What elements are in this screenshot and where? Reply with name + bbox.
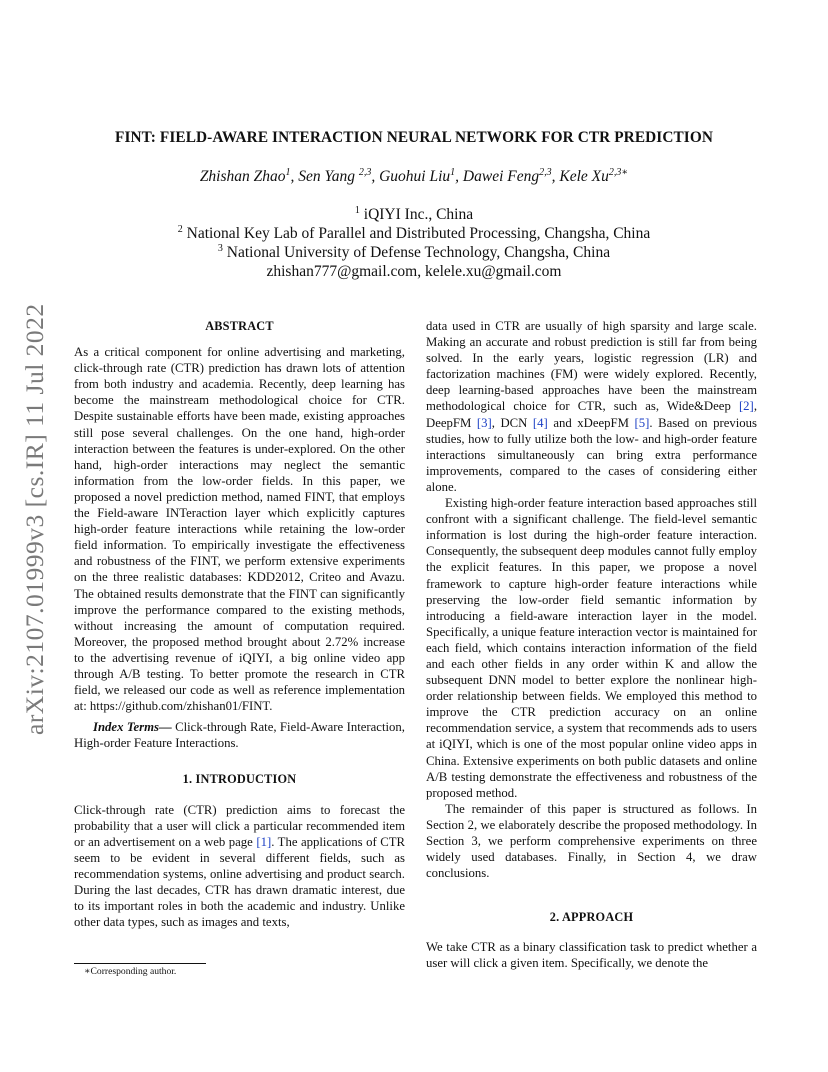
approach-paragraph: We take CTR as a binary classification task to predict whether a user will click a given item. Specifically, we denote the	[426, 940, 757, 971]
intro-paragraph: The remainder of this paper is structured as follows. In Section 2, we elaborately describe the proposed methodology. In Section 3, we perform comprehensive experiments on three widely used databases. Finally, in Section 4, we draw conclusions.	[426, 801, 757, 881]
affiliation: $^1$ iQIYI Inc., China	[354, 204, 474, 223]
citation-link[interactable]: [5]	[634, 415, 650, 430]
author-list	[0, 168, 828, 186]
footnote: ∗Corresponding author.	[84, 966, 177, 977]
citation-link[interactable]: [1]	[256, 834, 272, 849]
author: Zhishan Zhao$^1$,	[199, 166, 299, 185]
index-terms: Index Terms— Click-through Rate, Field-Aware Interaction, High-order Feature Interactions.	[74, 720, 405, 751]
right-column	[426, 318, 757, 972]
abstract-heading: ABSTRACT	[205, 319, 274, 333]
intro-paragraph: Click-through rate (CTR) prediction aims to forecast the probability that a user will click a particular recommended item or an advertisement on a web page [1]. The applications of CTR seem to be evident in several different fields, such as recommendation systems, online advertising and product search. During the last decades, CTR has drawn dramatic interest, due to its important roles in both the academic and industry. Unlike other data types, such as images and texts,	[74, 802, 405, 930]
approach-heading: 2. APPROACH	[549, 910, 634, 925]
author: Sen Yang $^{2,3}$,	[298, 166, 380, 185]
intro-paragraph: Existing high-order feature interaction based approaches still confront with a significant challenge. The field-level semantic information is lost during the high-order feature interaction. Consequently, the subsequent deep modules cannot fully employ the explicit features. In this paper, we propose a novel framework to capture high-order feature interactions while preserving the low-order field semantic information by introducing a field-aware interaction layer in the model. Specifically, a unique feature interaction vector is maintained for each field, which contains interaction information of the field and each other fields in any order within K and allow the subsequent DNN model to better explore the nonlinear high-order relationship between fields. We employed this method to improve the CTR prediction accuracy on an online recommendation service, a system that recommends ads to users at iQIYI, which is one of the most popular online video apps in China. Extensive experiments on both public datasets and online A/B testing demonstrate the effectiveness and robustness of the proposed method.	[426, 496, 757, 800]
author: Kele $Xu^{2,3∗}$	[559, 166, 629, 185]
footnote-rule	[74, 963, 206, 964]
paper-title: FINT: FIELD-AWARE INTERACTION NEURAL NETWORK FOR CTR PREDICTION	[115, 129, 713, 146]
affiliation: $^3$ National University of Defense Technology, Changsha, China	[217, 242, 611, 261]
intro-paragraph-continued: data used in CTR are usually of high sparsity and large scale. Making an accurate and robust prediction is still far from being solved. In the early years, logistic regression (LR) and factorization machines (FM) were widely explored. Recently, deep learning-based approaches have been the mainstream methodological choice for CTR, such as, Wide&Deep [2], DeepFM [3], DCN [4] and xDeepFM [5]. Based on previous studies, how to fully utilize both the low- and high-order feature interactions simultaneously can bring extra performance improvements, compared to the cases of considering either alone.	[426, 319, 757, 494]
citation-link[interactable]: [4]	[532, 415, 548, 430]
citation-link[interactable]: [3]	[476, 415, 492, 430]
author: Dawei Feng$^{2,3}$,	[462, 166, 560, 185]
citation-link[interactable]: [2]	[738, 399, 754, 414]
affiliation: $^2$ National Key Lab of Parallel and Distributed Processing, Changsha, China	[177, 223, 651, 242]
author: Guohui Liu$^1$,	[379, 166, 463, 185]
abstract-text: As a critical component for online advertising and marketing, click-through rate (CTR) prediction has drawn lots of attention from both industry and academia. Recently, deep learning has become the mainstream methodological choice for CTR. Despite sustainable efforts have been made, existing approaches still pose several challenges. On the one hand, high-order interaction between the features is under-explored. On the other hand, high-order interactions may neglect the semantic information from the low-order fields. In this paper, we proposed a novel prediction method, named FINT, that employs the Field-aware INTeraction layer which explicitly captures high-order feature interactions while retaining the low-order field information. To empirically investigate the effectiveness and robustness of the FINT, we perform extensive experiments on the three realistic databases: KDD2012, Criteo and Avazu. The obtained results demonstrate that the FINT can significantly improve the performance compared to the existing methods, without increasing the amount of computation required. Moreover, the proposed method brought about 2.72% increase to the advertising revenue of iQIYI, a big online video app through A/B testing. To better promote the research in CTR field, we released our code as well as reference implementation at: https://github.com/zhishan01/FINT.	[74, 345, 405, 714]
author-emails: zhishan777@gmail.com, kelele.xu@gmail.com	[266, 263, 562, 280]
intro-heading: 1. INTRODUCTION	[182, 772, 297, 787]
left-column	[74, 318, 405, 930]
arxiv-identifier: arXiv:2107.01999v3 [cs.IR] 11 Jul 2022	[20, 303, 49, 735]
